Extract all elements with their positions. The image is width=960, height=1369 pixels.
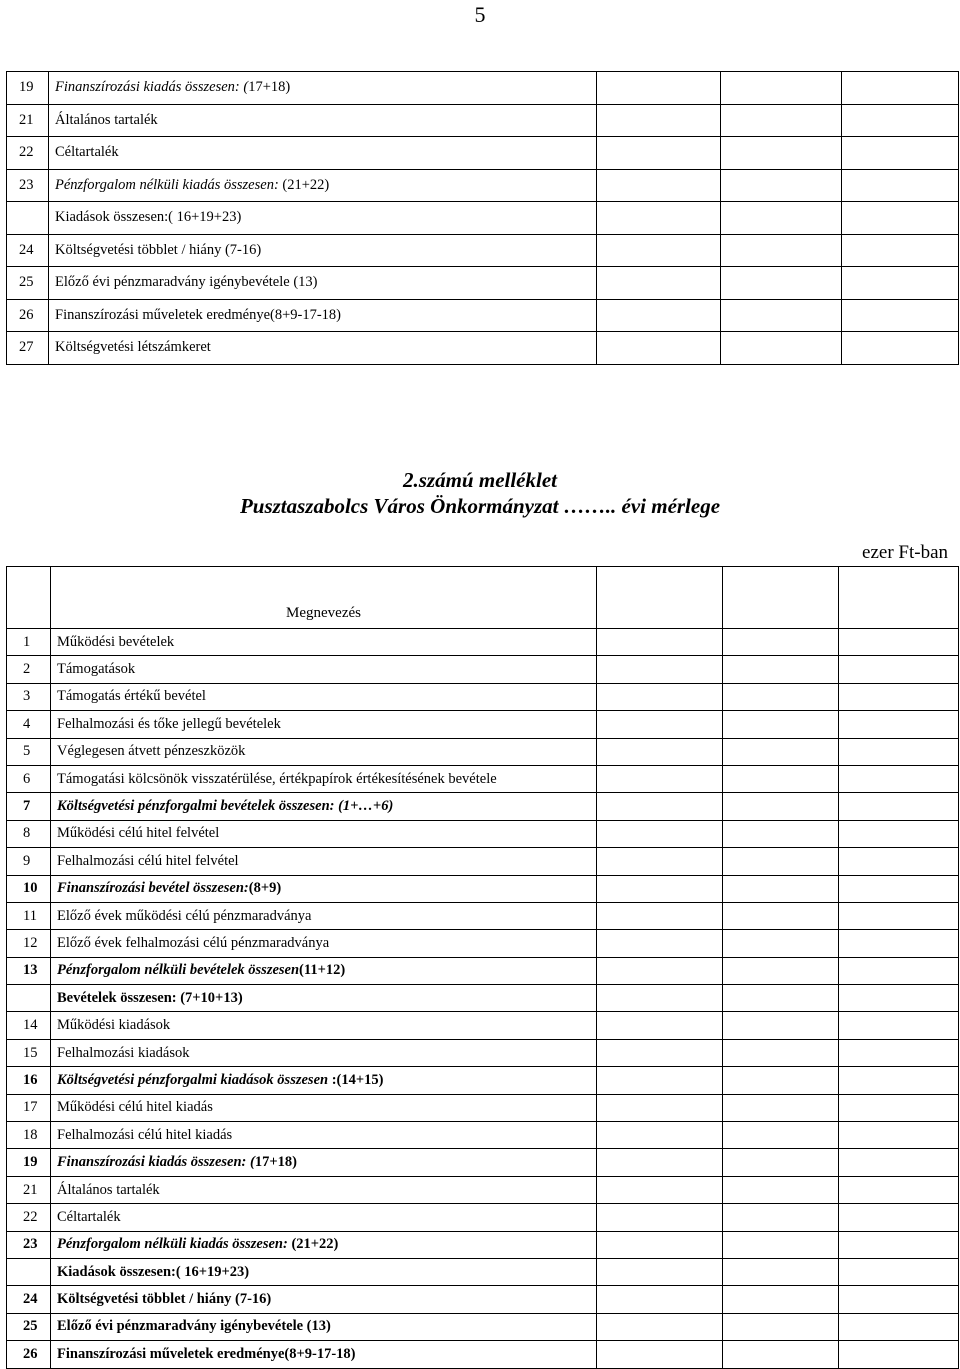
value-cell [723,1094,839,1121]
table-row [7,137,959,170]
value-cell [721,202,842,235]
row-label [51,765,597,792]
row-label [51,656,597,683]
value-cell [597,930,723,957]
value-cell [597,1204,723,1231]
row-number: 17 [7,1094,51,1121]
row-number: 23 [7,169,49,202]
value-cell [723,711,839,738]
value-cell [839,957,959,984]
table-row [7,765,959,792]
row-label-part: Felhalmozási és tőke jellegű bevételek [57,715,281,732]
table-row [7,957,959,984]
row-label [51,683,597,710]
table-row [7,656,959,683]
row-label-part: Véglegesen átvett pénzeszközök [57,743,246,760]
row-label-part: Működési bevételek [57,633,175,650]
table-row [7,985,959,1012]
row-number: 19 [7,72,49,105]
row-label-part: Támogatás értékű bevétel [57,688,206,705]
row-number: 7 [7,793,51,820]
value-cell [723,1286,839,1313]
value-cell [839,875,959,902]
value-cell [597,820,723,847]
row-label [51,1231,597,1258]
table-row [7,820,959,847]
row-label [51,1204,597,1231]
value-cell [839,1231,959,1258]
table-row [7,1122,959,1149]
row-label-part: Finanszírozási műveletek eredménye(8+9-17-18) [55,306,341,323]
table-row [7,202,959,235]
row-label-part: Kiadások összesen:( 16+19+23) [57,1263,250,1280]
value-cell [723,793,839,820]
value-cell [839,711,959,738]
value-cell [597,985,723,1012]
row-label [51,629,597,656]
row-label [49,234,597,267]
value-cell [723,1122,839,1149]
page-number: 5 [474,2,486,27]
row-number: 18 [7,1122,51,1149]
value-cell [597,629,723,656]
row-label-part: (21+22) [287,1236,339,1253]
row-label-part: Költségvetési többlet / hiány (7-16) [55,241,262,258]
row-number: 10 [7,875,51,902]
value-cell [597,738,723,765]
row-label [51,1039,597,1066]
value-cell [723,1012,839,1039]
row-label [51,711,597,738]
header-value-cell [723,567,839,629]
value-cell [842,332,959,365]
row-number: 14 [7,1012,51,1039]
value-cell [597,1286,723,1313]
row-label-part: Céltartalék [55,144,119,161]
value-cell [839,1258,959,1285]
row-number [7,202,49,235]
value-cell [597,234,721,267]
value-cell [721,104,842,137]
value-cell [597,1094,723,1121]
value-cell [723,1341,839,1368]
table-row [7,1039,959,1066]
value-cell [597,1039,723,1066]
balance-table [6,566,959,1369]
row-label-part: Előző évi pénzmaradvány igénybevétele (13) [55,274,318,291]
value-cell [723,1039,839,1066]
row-number: 2 [7,656,51,683]
row-number [7,1258,51,1285]
table-row [7,299,959,332]
value-cell [723,1067,839,1094]
value-cell [721,299,842,332]
row-number: 24 [7,1286,51,1313]
row-label [51,1313,597,1340]
header-num-cell [7,567,51,629]
value-cell [597,656,723,683]
row-number: 22 [7,1204,51,1231]
row-label [49,299,597,332]
row-label-part: Költségvetési létszámkeret [55,339,211,356]
row-label-part: 17+18) [254,1154,297,1171]
value-cell [721,267,842,300]
row-label [49,202,597,235]
value-cell [597,1122,723,1149]
value-cell [597,957,723,984]
row-label [51,985,597,1012]
row-number: 5 [7,738,51,765]
value-cell [597,902,723,929]
row-number: 11 [7,902,51,929]
value-cell [842,267,959,300]
row-label-part: Költségvetési pénzforgalmi bevételek összesen: (1+…+6) [57,798,394,815]
row-number: 4 [7,711,51,738]
table-row [7,930,959,957]
row-label-part: Finanszírozási kiadás összesen: ( [57,1154,255,1171]
table-row [7,1012,959,1039]
row-number [7,985,51,1012]
row-label [51,1286,597,1313]
row-number: 24 [7,234,49,267]
row-number: 22 [7,137,49,170]
row-number: 21 [7,104,49,137]
balance-title: Pusztaszabolcs Város Önkormányzat …….. évi mérlege [239,494,721,518]
value-cell [839,1286,959,1313]
value-cell [597,875,723,902]
row-label-part: Működési célú hitel felvétel [57,825,220,842]
value-cell [721,137,842,170]
header-value-cell [597,567,723,629]
value-cell [839,1012,959,1039]
row-label [49,104,597,137]
row-label [51,1176,597,1203]
value-cell [839,902,959,929]
table-row [7,902,959,929]
value-cell [723,1231,839,1258]
value-cell [723,1149,839,1176]
row-number: 15 [7,1039,51,1066]
row-label [51,902,597,929]
value-cell [597,765,723,792]
table-row [7,104,959,137]
value-cell [839,1039,959,1066]
value-cell [597,683,723,710]
value-cell [597,1258,723,1285]
row-label-part: Felhalmozási célú hitel felvétel [57,852,239,869]
value-cell [597,267,721,300]
row-label [51,820,597,847]
row-label [51,1122,597,1149]
value-cell [597,104,721,137]
table-row [7,1286,959,1313]
value-cell [721,332,842,365]
value-cell [842,72,959,105]
table-row [7,875,959,902]
row-label [49,72,597,105]
table-row [7,848,959,875]
row-label [51,848,597,875]
row-number: 25 [7,267,49,300]
row-label [51,1012,597,1039]
value-cell [839,820,959,847]
table-row [7,234,959,267]
value-cell [597,1313,723,1340]
table-row [7,169,959,202]
table-row [7,1067,959,1094]
summary-table-top [6,71,959,365]
row-label [51,738,597,765]
value-cell [723,1204,839,1231]
row-number: 16 [7,1067,51,1094]
value-cell [723,875,839,902]
table-row [7,332,959,365]
table-row [7,267,959,300]
value-cell [597,202,721,235]
row-label-part: (11+12) [299,962,346,979]
row-label-part: Előző évi pénzmaradvány igénybevétele (13) [57,1318,331,1335]
value-cell [597,1149,723,1176]
value-cell [597,137,721,170]
table-row [7,1176,959,1203]
row-label-part: Előző évek működési célú pénzmaradványa [57,907,312,924]
row-label-part: Felhalmozási célú hitel kiadás [57,1126,233,1143]
row-label-part: :(14+15) [328,1071,384,1088]
value-cell [597,72,721,105]
row-label-part: Költségvetési pénzforgalmi kiadások összesen [57,1071,329,1088]
row-label [49,267,597,300]
row-number: 26 [7,1341,51,1368]
table-row [7,711,959,738]
table-row [7,629,959,656]
value-cell [597,1176,723,1203]
table-row [7,1341,959,1368]
row-label-part: Finanszírozási kiadás összesen: ( [55,79,249,96]
row-label-part: Finanszírozási műveletek eredménye(8+9-17-18) [57,1345,356,1362]
value-cell [597,793,723,820]
value-cell [839,1122,959,1149]
row-label [51,875,597,902]
value-cell [842,169,959,202]
row-label-part: 17+18) [248,79,291,96]
row-label-part: Általános tartalék [57,1181,160,1198]
row-label [51,957,597,984]
row-label-part: Kiadások összesen:( 16+19+23) [55,209,242,226]
value-cell [723,656,839,683]
value-cell [723,848,839,875]
row-label [51,1067,597,1094]
row-label [49,169,597,202]
value-cell [839,629,959,656]
row-label-part: (8+9) [248,880,282,897]
table-row [7,1313,959,1340]
row-label-part: Támogatások [57,661,136,678]
value-cell [723,738,839,765]
value-cell [723,930,839,957]
value-cell [839,793,959,820]
value-cell [597,1231,723,1258]
value-cell [723,902,839,929]
value-cell [839,1149,959,1176]
row-label-part: Általános tartalék [55,111,158,128]
value-cell [839,765,959,792]
value-cell [842,137,959,170]
value-cell [597,1341,723,1368]
table-row [7,793,959,820]
value-cell [723,1258,839,1285]
row-number: 3 [7,683,51,710]
value-cell [839,930,959,957]
value-cell [721,234,842,267]
value-cell [723,765,839,792]
value-cell [842,202,959,235]
row-number: 1 [7,629,51,656]
table-row [7,1204,959,1231]
row-label [51,1094,597,1121]
value-cell [839,683,959,710]
value-cell [723,985,839,1012]
row-number: 6 [7,765,51,792]
value-cell [597,1012,723,1039]
value-cell [597,1067,723,1094]
row-number: 25 [7,1313,51,1340]
unit-label: ezer Ft-ban [862,542,948,563]
value-cell [597,332,721,365]
row-number: 26 [7,299,49,332]
value-cell [723,1313,839,1340]
header-row [7,567,959,629]
row-label [51,793,597,820]
value-cell [597,299,721,332]
row-label-part: Pénzforgalom nélküli bevételek összesen [57,962,300,979]
row-number: 9 [7,848,51,875]
value-cell [839,848,959,875]
row-label-part: Pénzforgalom nélküli kiadás összesen: [57,1236,288,1253]
row-number: 19 [7,1149,51,1176]
value-cell [839,1341,959,1368]
row-label [49,332,597,365]
table-row [7,1149,959,1176]
row-label-part: Költségvetési többlet / hiány (7-16) [57,1291,272,1308]
row-label-part: Céltartalék [57,1208,121,1225]
row-label-part: Pénzforgalom nélküli kiadás összesen: [55,176,279,193]
value-cell [723,629,839,656]
table-row [7,1258,959,1285]
row-label-part: Finanszírozási bevétel összesen: [57,880,249,897]
table-row [7,1231,959,1258]
row-label [51,1258,597,1285]
row-number: 27 [7,332,49,365]
table-row [7,738,959,765]
value-cell [839,1067,959,1094]
table-row [7,683,959,710]
annex-title: 2.számú melléklet [403,468,557,492]
row-label-part: Felhalmozási kiadások [57,1044,190,1061]
header-name-cell: Megnevezés [51,567,597,629]
value-cell [839,985,959,1012]
row-number: 13 [7,957,51,984]
row-label-part: Bevételek összesen: (7+10+13) [57,989,243,1006]
value-cell [597,711,723,738]
row-number: 12 [7,930,51,957]
value-cell [723,1176,839,1203]
row-label-part: Működési kiadások [57,1017,171,1034]
row-label-part: (21+22) [278,176,330,193]
row-label [49,137,597,170]
row-label-part: Működési célú hitel kiadás [57,1099,213,1116]
value-cell [721,72,842,105]
value-cell [839,738,959,765]
value-cell [842,234,959,267]
header-value-cell [839,567,959,629]
row-label [51,1149,597,1176]
value-cell [597,169,721,202]
value-cell [839,1204,959,1231]
row-number: 8 [7,820,51,847]
value-cell [723,820,839,847]
row-label-part: Előző évek felhalmozási célú pénzmaradványa [57,934,330,951]
row-label [51,1341,597,1368]
value-cell [839,1094,959,1121]
value-cell [721,169,842,202]
row-number: 21 [7,1176,51,1203]
value-cell [597,848,723,875]
table-row [7,1094,959,1121]
row-label [51,930,597,957]
table-row [7,72,959,105]
value-cell [842,104,959,137]
value-cell [839,656,959,683]
row-label-part: Támogatási kölcsönök visszatérülése, értékpapírok értékesítésének bevétele [57,770,497,787]
row-number: 23 [7,1231,51,1258]
value-cell [839,1313,959,1340]
value-cell [839,1176,959,1203]
value-cell [842,299,959,332]
value-cell [723,957,839,984]
value-cell [723,683,839,710]
